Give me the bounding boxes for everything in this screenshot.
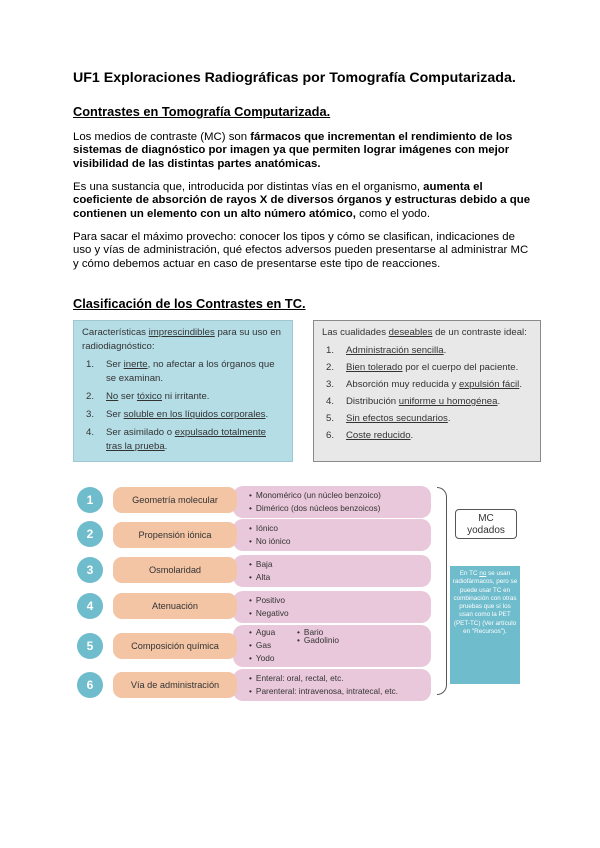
classification-details	[233, 519, 431, 551]
classification-label: Geometría molecular	[113, 487, 237, 513]
paragraph-definition: Los medios de contraste (MC) son fármacos que incrementan el rendimiento de los sistemas de diagnóstico por imagen ya que permiten lograr imágenes con mejor visibilidad de las distintas partes anatómicas.	[73, 131, 513, 170]
list-item: 1. Ser inerte, no afectar a los órganos que se examinan.	[86, 359, 275, 384]
detail-item: • Bario	[297, 628, 323, 637]
classification-label: Composición química	[113, 633, 237, 659]
page-title: UF1 Exploraciones Radiográficas por Tomografía Computarizada.	[73, 70, 516, 86]
section-heading-contrastes: Contrastes en Tomografía Computarizada.	[73, 104, 331, 119]
classification-number: 4	[77, 593, 103, 619]
list-item: 3. Absorción muy reducida y expulsión fácil.	[326, 379, 522, 390]
classification-number: 3	[77, 557, 103, 583]
detail-item: • Enteral: oral, rectal, etc.	[241, 672, 423, 685]
classification-number: 2	[77, 521, 103, 547]
box-intro: Las cualidades deseables de un contraste ideal:	[322, 327, 527, 338]
paragraph-purpose: Para sacar el máximo provecho: conocer los tipos y cómo se clasifican, indicaciones de uso y vías de administración, qué efectos adversos pueden presentarse al administrar MC y cómo debemos actuar en caso de presentarse este tipo de reacciones.	[73, 231, 529, 270]
radiopharmaceutical-note: En TC no se usan radiofármacos, pero se puede usar TC en combinación con otras pruebas que sí los usan como la PET (PET-TC) (Ver artículo en "Recursos").	[450, 566, 520, 684]
mc-line: MC	[478, 513, 494, 524]
list-item: 3. Ser soluble en los líquidos corporales.	[86, 409, 269, 420]
essential-characteristics-box	[73, 320, 293, 462]
detail-item: • Baja	[241, 558, 423, 571]
list-item: 4. Ser asimilado o expulsado totalmente tras la prueba.	[86, 427, 266, 452]
mc-yodados-box	[455, 509, 517, 539]
classification-details	[233, 591, 431, 623]
classification-details	[233, 555, 431, 587]
list-item: 2. Bien tolerado por el cuerpo del paciente.	[326, 362, 519, 373]
section-heading-clasificacion: Clasificación de los Contrastes en TC.	[73, 296, 306, 311]
detail-item: • Parenteral: intravenosa, intratecal, etc.	[241, 685, 423, 698]
grouping-brace	[437, 487, 447, 695]
classification-number: 5	[77, 633, 103, 659]
classification-label: Atenuación	[113, 593, 237, 619]
detail-item: • Gas	[241, 639, 423, 652]
classification-number: 1	[77, 487, 103, 513]
classification-label: Propensión iónica	[113, 522, 237, 548]
paragraph-absorption: Es una sustancia que, introducida por distintas vías en el organismo, aumenta el coeficiente de absorción de rayos X de diversos órganos y estructuras debido a que contienen un elemento con un alto número atómico, como el yodo.	[73, 181, 531, 220]
classification-details	[233, 486, 431, 518]
list-item: 2. No ser tóxico ni irritante.	[86, 391, 210, 402]
classification-details	[233, 669, 431, 701]
detail-item: • Yodo	[241, 652, 423, 665]
classification-number: 6	[77, 672, 103, 698]
detail-item: • Gadolinio	[297, 636, 339, 645]
classification-label: Osmolaridad	[113, 557, 237, 583]
detail-item: • Monomérico (un núcleo benzoico)	[241, 489, 423, 502]
box-intro: Características imprescindibles para su uso en radiodiagnóstico:	[82, 327, 281, 352]
classification-details	[233, 625, 431, 667]
list-item: 5. Sin efectos secundarios.	[326, 413, 451, 424]
detail-item: • Iónico	[241, 522, 423, 535]
desirable-qualities-box	[313, 320, 541, 462]
list-item: 1. Administración sencilla.	[326, 345, 447, 356]
list-item: 6. Coste reducido.	[326, 430, 414, 441]
detail-item: • Alta	[241, 571, 423, 584]
detail-item: • Agua	[241, 626, 423, 639]
list-item: 4. Distribución uniforme u homogénea.	[326, 396, 501, 407]
detail-item: • Negativo	[241, 607, 423, 620]
mc-line: yodados	[467, 525, 505, 536]
detail-item: • Dimérico (dos núcleos benzoicos)	[241, 502, 423, 515]
detail-item: • Positivo	[241, 594, 423, 607]
classification-label: Vía de administración	[113, 672, 237, 698]
detail-item: • No iónico	[241, 535, 423, 548]
